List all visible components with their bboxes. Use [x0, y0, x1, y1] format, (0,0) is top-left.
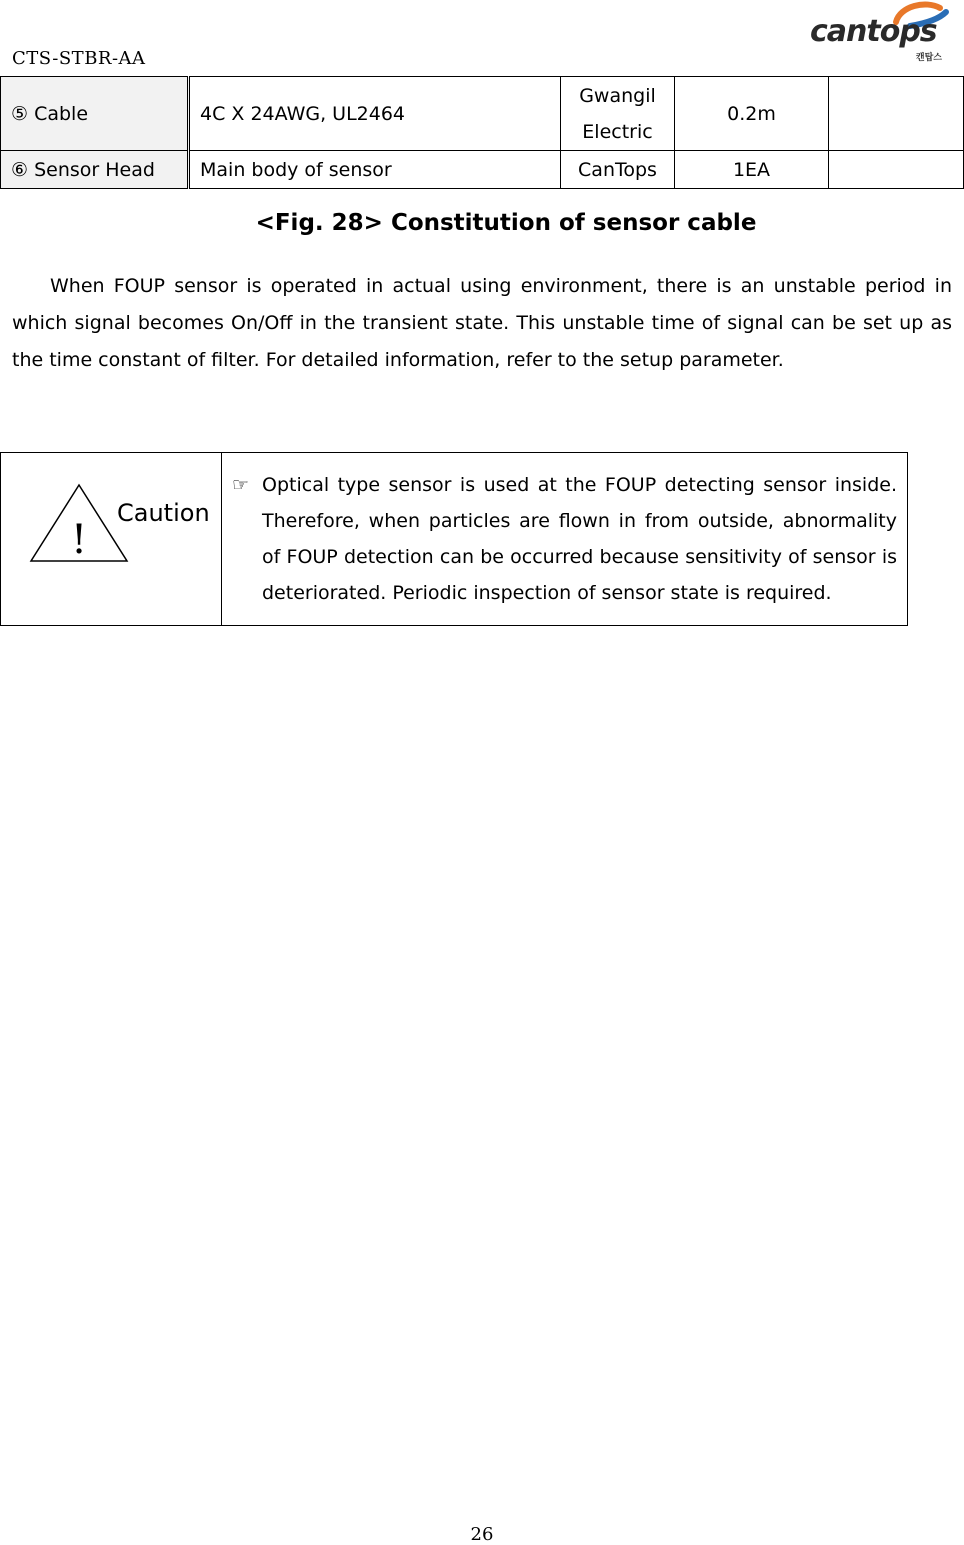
item-cell: ⑤ Cable: [1, 77, 189, 151]
note-cell: [829, 77, 964, 151]
qty-cell: 0.2m: [675, 77, 829, 151]
table-row: [1, 151, 964, 189]
qty-cell: 1EA: [675, 151, 829, 189]
document-code: CTS-STBR-AA: [12, 48, 146, 69]
spec-cell: 4C X 24AWG, UL2464: [189, 77, 561, 151]
logo-subtext: 캔탑스: [915, 53, 942, 63]
page-number: 26: [470, 1524, 494, 1545]
parts-table: [0, 76, 964, 189]
note-cell: [829, 151, 964, 189]
caution-label-cell: [1, 453, 222, 626]
maker-cell: CanTops: [561, 151, 675, 189]
item-cell: ⑥ Sensor Head: [1, 151, 189, 189]
logo-wordmark: cantops: [810, 14, 937, 49]
pointing-hand-icon: ☞: [232, 474, 250, 496]
figure-caption: <Fig. 28> Constitution of sensor cable: [255, 210, 757, 236]
caution-label: Caution: [117, 499, 210, 527]
caution-box: [0, 452, 908, 626]
company-logo: [806, 0, 952, 64]
spec-cell: Main body of sensor: [189, 151, 561, 189]
maker-cell: Gwangil Electric: [561, 77, 675, 151]
caution-note-cell: [222, 453, 908, 626]
warning-triangle-icon: [29, 483, 129, 563]
caution-text: Optical type sensor is used at the FOUP detecting sensor inside. Therefore, when particles are flown in from outside, abnormality of FOUP detection can be occurred because sensitivity of sensor is deteriorated. Periodic inspection of sensor state is required.: [262, 474, 897, 604]
table-row: [1, 77, 964, 151]
warning-symbol: !: [70, 517, 88, 563]
body-paragraph: When FOUP sensor is operated in actual using environment, there is an unstable period in which signal becomes On/Off in the transient state. This unstable time of signal can be set up as the time constant of filter. For detailed information, refer to the setup parameter.: [12, 275, 952, 371]
